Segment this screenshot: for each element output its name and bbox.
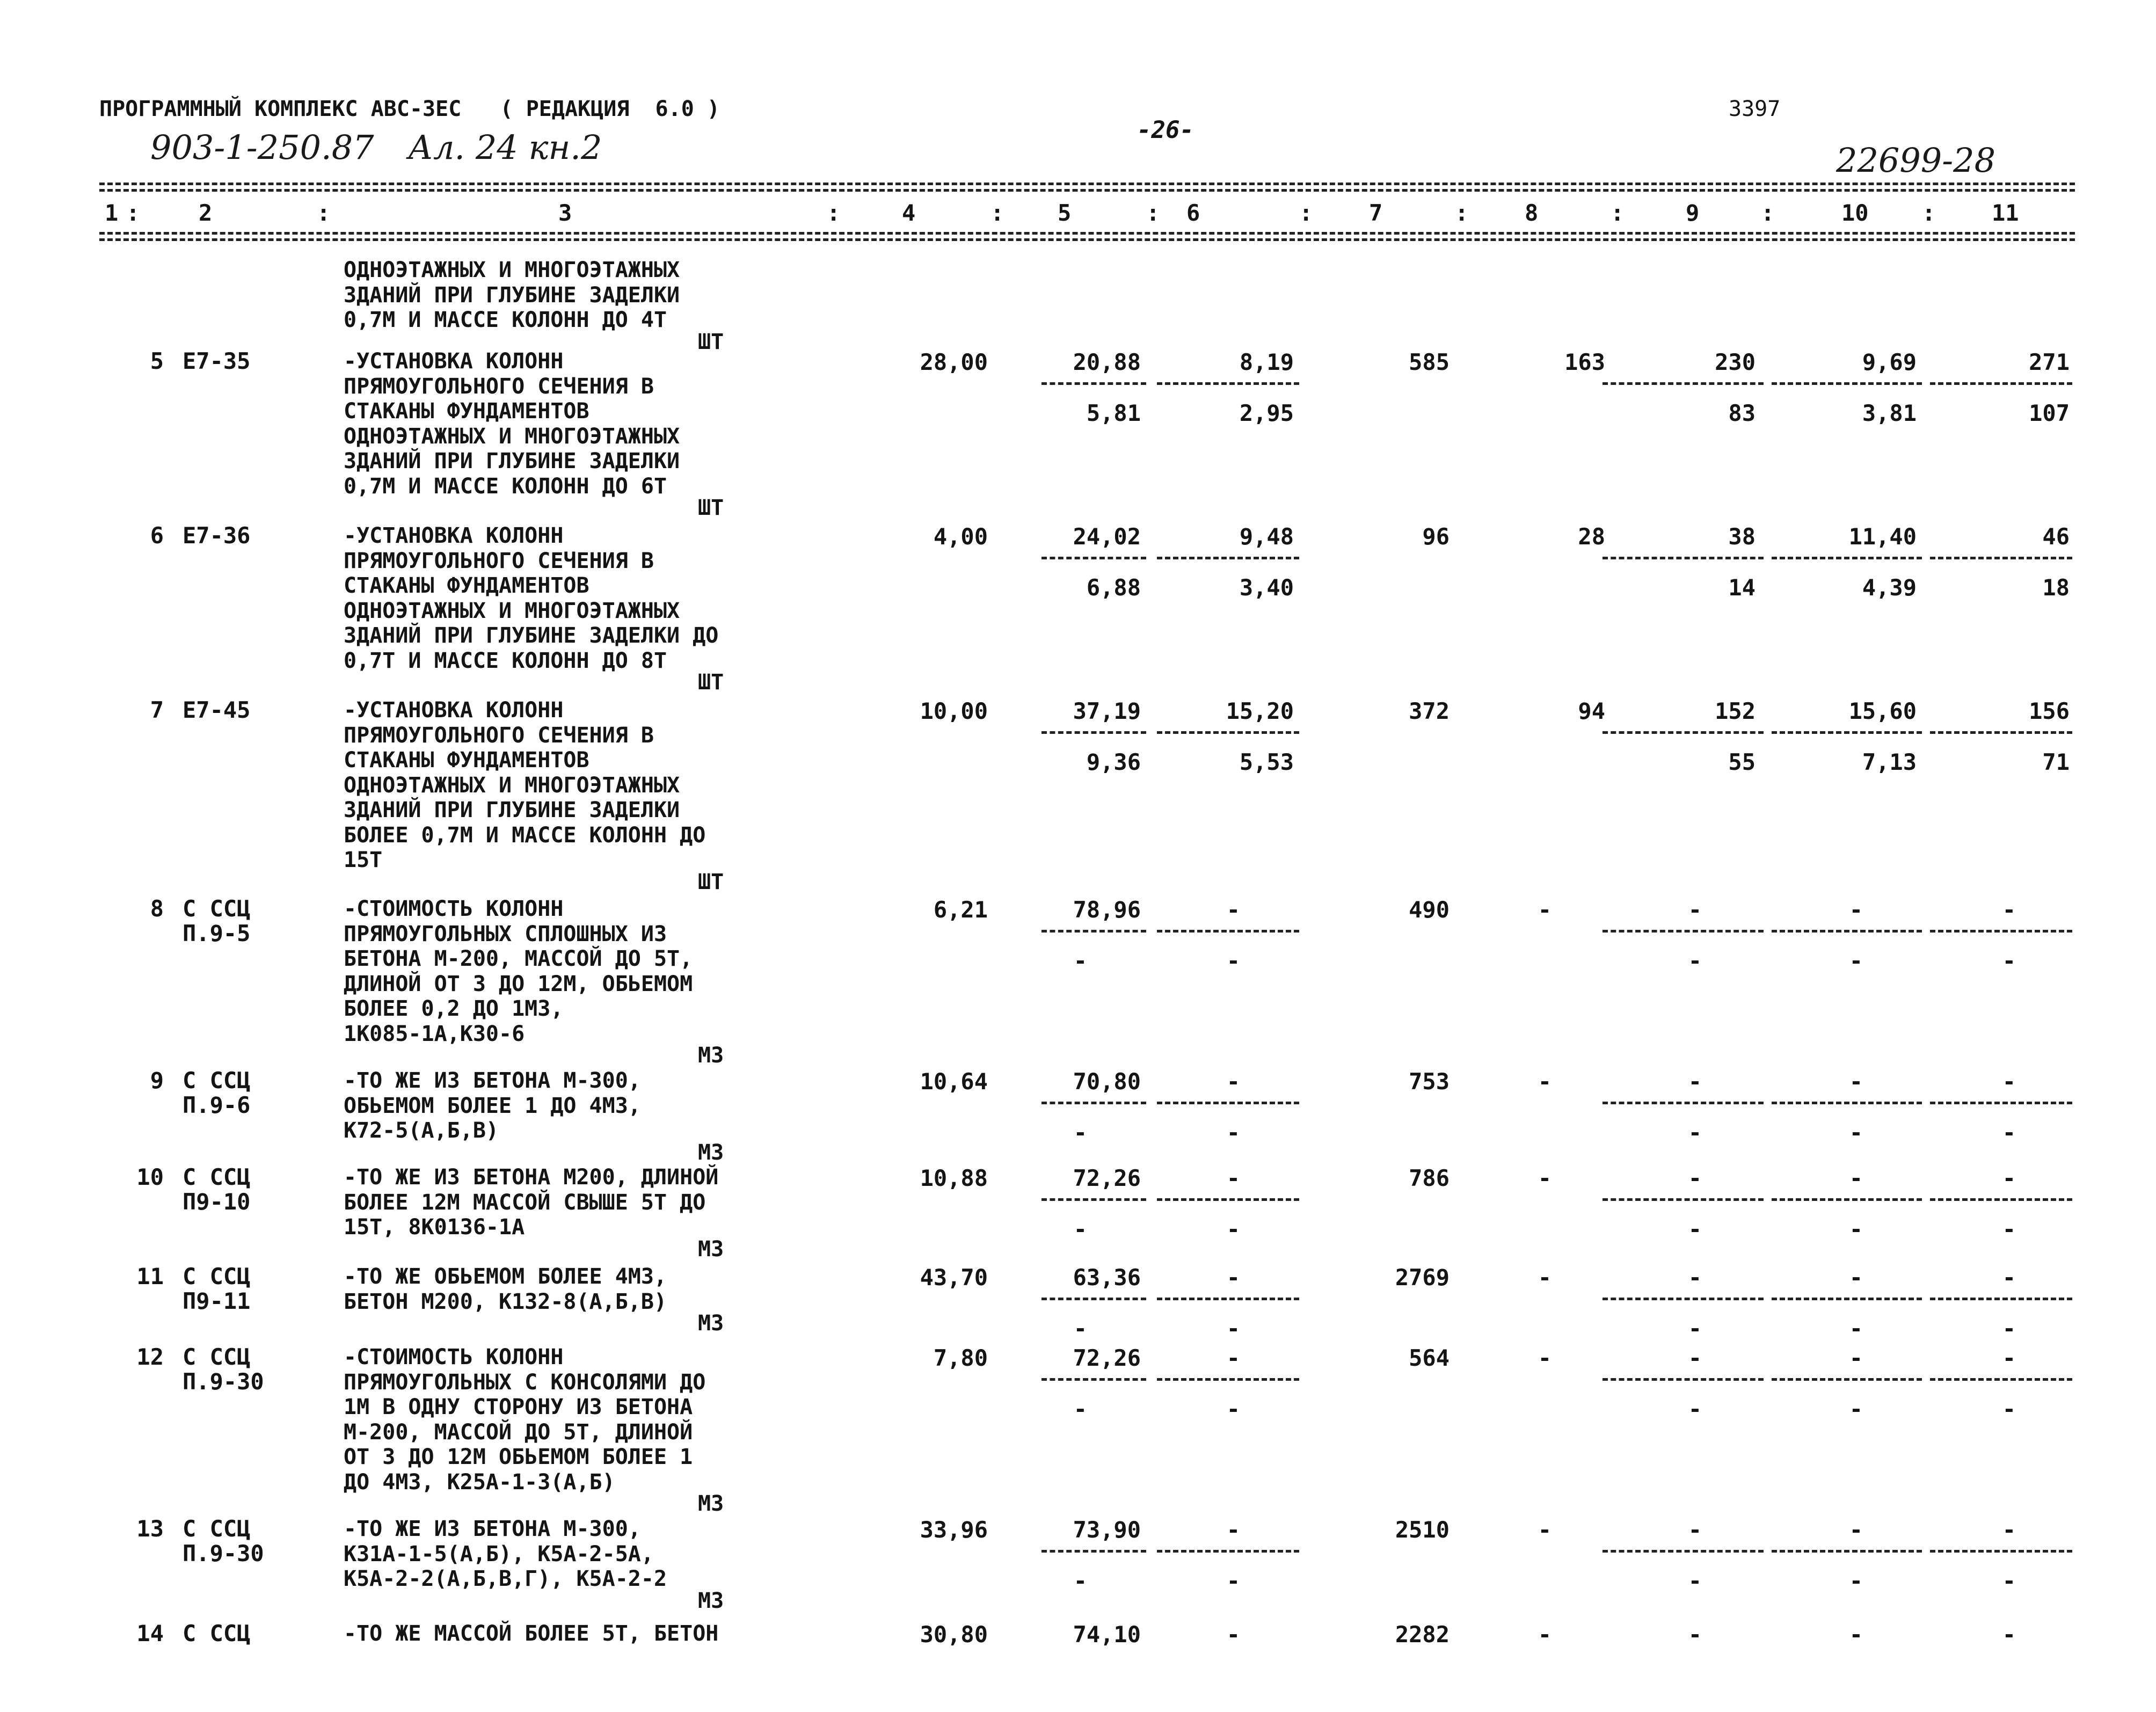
row-description-line: ПРЯМОУГОЛЬНОГО СЕЧЕНИЯ В [344,723,654,748]
cell-divider [1157,1378,1299,1381]
cell-divider [1041,1550,1146,1553]
row-description-line: К31А-1-5(А,Б), К5А-2-5А, [344,1541,654,1567]
cell-divider [1772,1102,1922,1104]
row-description-line: -УСТАНОВКА КОЛОНН [344,698,564,723]
row-number: 10 [136,1164,164,1190]
row-description-line: -СТОИМОСТЬ КОЛОНН [344,897,564,921]
row-description-line: 15Т [344,848,383,872]
row-code: С ССЦ [183,1620,251,1647]
row-description-line: ДО 4М3, К25А-1-3(А,Б) [344,1469,615,1495]
cell-col11: - [2002,1068,2016,1095]
cell-col9-lower: - [1688,1568,1702,1594]
row-description-line: ОДНОЭТАЖНЫХ И МНОГОЭТАЖНЫХ [344,258,680,282]
row-description-line: ДЛИНОЙ ОТ 3 ДО 12М, ОБЬЕМОМ [344,971,693,996]
cell-col5-lower: - [1073,1568,1087,1594]
page-label: -26- [1137,116,1194,144]
cell-divider [1603,731,1764,734]
row-number: 11 [136,1263,164,1290]
row-unit: М3 [698,1588,724,1613]
cell-col8: 163 [1564,349,1605,375]
doc-number: 903-1-250.87 [150,128,374,167]
row-description-line: -ТО ЖЕ МАССОЙ БОЛЕЕ 5Т, БЕТОН [344,1621,719,1646]
row-description-line: -ТО ЖЕ ОБЬЕМОМ БОЛЕЕ 4М3, [344,1264,667,1289]
cell-divider [1772,1298,1922,1300]
cell-col6: - [1226,1165,1240,1191]
cell-col10-lower: - [1849,948,1863,974]
cell-col9: - [1688,1517,1702,1543]
row-code: С ССЦ [183,1067,251,1094]
row-description-line: ПРЯМОУГОЛЬНЫХ СПЛОШНЫХ ИЗ [344,921,667,946]
column-separator: : [1299,200,1313,226]
row-description-line: ОТ 3 ДО 12М ОБЬЕМОМ БОЛЕЕ 1 [344,1445,693,1469]
cell-col8: 28 [1578,523,1605,550]
row-unit: М3 [698,1140,724,1165]
cell-col7: 96 [1422,523,1450,550]
cell-col6: - [1226,897,1240,923]
row-description-line: 1К085-1А,К30-6 [344,1021,525,1046]
cell-col5: 63,36 [1073,1264,1141,1291]
cell-col10: - [1849,1621,1863,1648]
cell-col4: 28,00 [920,349,988,375]
row-number: 5 [150,348,164,374]
row-number: 6 [150,522,164,549]
cell-col9: - [1688,897,1702,923]
column-header-1: 1 [105,200,119,226]
cell-col4: 10,88 [920,1165,988,1191]
row-code: С ССЦ [183,1164,251,1190]
column-separator: : [126,200,140,226]
cell-divider [1041,382,1146,385]
row-description-line: 0,7М И МАССЕ КОЛОНН ДО 6Т [344,473,667,499]
row-description-line: 0,7М И МАССЕ КОЛОНН ДО 4Т [344,308,667,332]
cell-col4: 10,00 [920,698,988,724]
cell-col11: 46 [2042,523,2070,550]
cell-divider [1041,1102,1146,1104]
row-description-line: -ТО ЖЕ ИЗ БЕТОНА М-300, [344,1517,641,1541]
row-code-ref: П.9-30 [183,1368,264,1395]
cell-col11-lower: 71 [2042,749,2070,775]
cell-col4: 7,80 [933,1345,988,1371]
cell-col11-lower: - [2002,1396,2016,1422]
cell-col5-lower: - [1073,1315,1087,1342]
cell-col6: - [1226,1264,1240,1291]
row-description-line: ЗДАНИЙ ПРИ ГЛУБИНЕ ЗАДЕЛКИ [344,282,680,308]
row-unit: ШТ [698,869,724,894]
row-description-line: К72-5(А,Б,В) [344,1118,499,1143]
cell-divider [1157,1102,1299,1104]
cell-col10-lower: - [1849,1119,1863,1146]
row-unit: М3 [698,1311,724,1336]
album-reference: Ал. 24 кн.2 [408,128,602,167]
row-description-line: 1М В ОДНУ СТОРОНУ ИЗ БЕТОНА [344,1395,693,1419]
cell-col6: 9,48 [1239,523,1294,550]
cell-divider [1157,930,1299,933]
cell-col11: - [2002,1345,2016,1371]
cell-col10: - [1849,1264,1863,1291]
row-description-line: БОЛЕЕ 0,7М И МАССЕ КОЛОНН ДО [344,822,706,848]
row-description-line: ЗДАНИЙ ПРИ ГЛУБИНЕ ЗАДЕЛКИ [344,449,680,473]
row-description-line: БЕТОНА М-200, МАССОЙ ДО 5Т, [344,946,693,971]
cell-col5-lower: - [1073,1119,1087,1146]
cell-col5: 70,80 [1073,1068,1141,1095]
cell-col8: - [1538,1621,1552,1648]
cell-divider [1041,557,1146,559]
cell-col10: - [1849,1517,1863,1543]
cell-col4: 4,00 [933,523,988,550]
row-number: 9 [150,1067,164,1094]
program-title: ПРОГРАММНЫЙ КОМПЛЕКС АВС-ЗЕС ( РЕДАКЦИЯ 6.0 ) [99,97,720,121]
column-separator: : [317,200,331,226]
column-separator: : [990,200,1004,226]
cell-col9-lower: 14 [1728,574,1756,601]
row-description-line: К5А-2-2(А,Б,В,Г), К5А-2-2 [344,1567,667,1591]
cell-col5-lower: 6,88 [1086,574,1141,601]
header-top-rule [99,183,2075,185]
row-description-line: -УСТАНОВКА КОЛОНН [344,523,564,548]
cell-col6: 8,19 [1239,349,1294,375]
cell-divider [1772,1550,1922,1553]
cell-divider [1603,1550,1764,1553]
cell-divider [1930,1298,2072,1300]
column-separator: : [1146,200,1160,226]
cell-col10-lower: - [1849,1216,1863,1242]
cell-col5: 24,02 [1073,523,1141,550]
cell-col10: - [1849,1345,1863,1371]
cell-col5-lower: - [1073,1216,1087,1242]
row-code: С ССЦ [183,1344,251,1370]
cell-col7: 372 [1409,698,1450,724]
row-code: С ССЦ [183,895,251,922]
row-unit: ШТ [698,496,724,520]
cell-col9: - [1688,1068,1702,1095]
cell-col8: - [1538,1165,1552,1191]
cell-col9: 38 [1728,523,1756,550]
column-separator: : [1922,200,1936,226]
cell-col6-lower: - [1226,1568,1240,1594]
row-unit: М3 [698,1043,724,1068]
header-bottom-rule [99,232,2075,235]
cell-col7: 753 [1409,1068,1450,1095]
row-description-line: -ТО ЖЕ ИЗ БЕТОНА М-300, [344,1068,641,1093]
cell-col9-lower: - [1688,1216,1702,1242]
row-unit: М3 [698,1491,724,1516]
column-header-4: 4 [902,200,916,226]
cell-col6: - [1226,1517,1240,1543]
cell-divider [1772,930,1922,933]
row-number: 14 [136,1620,164,1647]
cell-col7: 490 [1409,897,1450,923]
cell-col6-lower: - [1226,948,1240,974]
cell-divider [1772,382,1922,385]
cell-col10-lower: - [1849,1315,1863,1342]
cell-divider [1041,1378,1146,1381]
cell-col11: - [2002,1165,2016,1191]
cell-col5: 78,96 [1073,897,1141,923]
cell-divider [1772,731,1922,734]
cell-col9: - [1688,1345,1702,1371]
project-code: 22699-28 [1836,141,1996,180]
cell-col11-lower: - [2002,1216,2016,1242]
cell-divider [1157,382,1299,385]
row-description-line: ОБЬЕМОМ БОЛЕЕ 1 ДО 4М3, [344,1093,641,1118]
cell-divider [1603,1102,1764,1104]
column-header-2: 2 [199,200,213,226]
cell-col8: - [1538,1068,1552,1095]
cell-col5: 20,88 [1073,349,1141,375]
cell-col4: 10,64 [920,1068,988,1095]
cell-col7: 786 [1409,1165,1450,1191]
row-description-line: СТАКАНЫ ФУНДАМЕНТОВ [344,748,589,773]
cell-col6: 15,20 [1226,698,1294,724]
cell-col11: - [2002,1517,2016,1543]
row-description-line: ЗДАНИЙ ПРИ ГЛУБИНЕ ЗАДЕЛКИ [344,798,680,822]
row-description-line: 0,7Т И МАССЕ КОЛОНН ДО 8Т [344,648,667,673]
cell-col4: 30,80 [920,1621,988,1648]
column-header-5: 5 [1058,200,1072,226]
cell-divider [1930,557,2072,559]
column-header-3: 3 [558,200,572,226]
sheet-number: 3397 [1729,97,1781,121]
cell-col10: - [1849,1165,1863,1191]
header-top-rule-2 [99,189,2075,192]
cell-col10: 11,40 [1848,523,1917,550]
cell-divider [1603,1378,1764,1381]
row-code: Е7-35 [183,348,251,374]
cell-col6-lower: - [1226,1396,1240,1422]
column-separator: : [1455,200,1469,226]
cell-col5: 73,90 [1073,1517,1141,1543]
row-code: С ССЦ [183,1516,251,1542]
cell-divider [1157,1198,1299,1201]
cell-divider [1041,731,1146,734]
cell-col10: 9,69 [1862,349,1917,375]
cell-col4: 33,96 [920,1517,988,1543]
cell-col9-lower: - [1688,948,1702,974]
column-header-11: 11 [1992,200,2019,226]
cell-col9: 230 [1715,349,1756,375]
cell-col7: 2510 [1395,1517,1450,1543]
cell-col10: - [1849,897,1863,923]
cell-col6-lower: 3,40 [1239,574,1294,601]
row-code: Е7-36 [183,522,251,549]
cell-col11-lower: - [2002,1315,2016,1342]
row-description-line: -ТО ЖЕ ИЗ БЕТОНА М200, ДЛИНОЙ [344,1165,719,1190]
cell-col11: 271 [2029,349,2070,375]
cell-col5-lower: 5,81 [1086,400,1141,426]
cell-col7: 564 [1409,1345,1450,1371]
row-number: 7 [150,697,164,723]
column-separator: : [827,200,841,226]
cell-col8: - [1538,1264,1552,1291]
cell-col11: - [2002,1264,2016,1291]
row-description-line: БОЛЕЕ 0,2 ДО 1М3, [344,996,564,1021]
cell-col9: 152 [1715,698,1756,724]
row-unit: ШТ [698,670,724,695]
cell-divider [1930,1378,2072,1381]
cell-col9-lower: - [1688,1315,1702,1342]
cell-col8: - [1538,1517,1552,1543]
cell-divider [1041,930,1146,933]
column-header-9: 9 [1686,200,1700,226]
cell-divider [1041,1298,1146,1300]
cell-col11-lower: - [2002,1568,2016,1594]
column-separator: : [1611,200,1625,226]
cell-divider [1041,1198,1146,1201]
row-description-line: -СТОИМОСТЬ КОЛОНН [344,1345,564,1369]
cell-col10-lower: 7,13 [1862,749,1917,775]
row-description-line: ОДНОЭТАЖНЫХ И МНОГОЭТАЖНЫХ [344,424,680,449]
row-code-ref: П9-10 [183,1189,251,1215]
cell-col7: 585 [1409,349,1450,375]
cell-col11: 156 [2029,698,2070,724]
row-description-line: М-200, МАССОЙ ДО 5Т, ДЛИНОЙ [344,1419,693,1445]
cell-col4: 43,70 [920,1264,988,1291]
cell-col6-lower: - [1226,1216,1240,1242]
row-description-line: БОЛЕЕ 12М МАССОЙ СВЫШЕ 5Т ДО [344,1190,706,1215]
cell-col10: - [1849,1068,1863,1095]
row-number: 13 [136,1516,164,1542]
row-description-line: ПРЯМОУГОЛЬНЫХ С КОНСОЛЯМИ ДО [344,1369,706,1395]
cell-divider [1772,1198,1922,1201]
cell-col11-lower: 107 [2029,400,2070,426]
cell-divider [1930,382,2072,385]
cell-col10-lower: - [1849,1396,1863,1422]
cell-col9-lower: - [1688,1119,1702,1146]
cell-col9-lower: 83 [1728,400,1756,426]
cell-col11-lower: 18 [2042,574,2070,601]
cell-col8: - [1538,1345,1552,1371]
row-description-line: БЕТОН М200, К132-8(А,Б,В) [344,1289,667,1314]
cell-divider [1603,930,1764,933]
cell-col11-lower: - [2002,948,2016,974]
cell-col6: - [1226,1621,1240,1648]
cell-divider [1930,930,2072,933]
cell-col11: - [2002,1621,2016,1648]
column-header-10: 10 [1841,200,1869,226]
cell-col11: - [2002,897,2016,923]
cell-divider [1930,1550,2072,1553]
cell-col10-lower: - [1849,1568,1863,1594]
cell-col7: 2769 [1395,1264,1450,1291]
row-code: Е7-45 [183,697,251,723]
cell-col5: 72,26 [1073,1345,1141,1371]
row-description-line: ЗДАНИЙ ПРИ ГЛУБИНЕ ЗАДЕЛКИ ДО [344,623,719,648]
row-description-line: 15Т, 8К0136-1А [344,1215,525,1240]
cell-col6: - [1226,1068,1240,1095]
cell-divider [1603,557,1764,559]
cell-col7: 2282 [1395,1621,1450,1648]
cell-col5: 37,19 [1073,698,1141,724]
cell-col6-lower: - [1226,1315,1240,1342]
cell-divider [1772,1378,1922,1381]
cell-divider [1157,731,1299,734]
row-number: 12 [136,1344,164,1370]
row-description-line: ПРЯМОУГОЛЬНОГО СЕЧЕНИЯ В [344,548,654,573]
cell-divider [1930,1102,2072,1104]
cell-divider [1157,1298,1299,1300]
row-description-line: ОДНОЭТАЖНЫХ И МНОГОЭТАЖНЫХ [344,598,680,623]
column-separator: : [1761,200,1775,226]
cell-col9: - [1688,1621,1702,1648]
cell-divider [1930,1198,2072,1201]
cell-col10-lower: 3,81 [1862,400,1917,426]
cell-col5: 72,26 [1073,1165,1141,1191]
cell-divider [1603,1298,1764,1300]
cell-col9-lower: 55 [1728,749,1756,775]
row-description-line: ПРЯМОУГОЛЬНОГО СЕЧЕНИЯ В [344,374,654,399]
cell-col9-lower: - [1688,1396,1702,1422]
cell-col5: 74,10 [1073,1621,1141,1648]
row-code-ref: П.9-6 [183,1092,251,1118]
row-description-line: ОДНОЭТАЖНЫХ И МНОГОЭТАЖНЫХ [344,773,680,798]
row-description-line: СТАКАНЫ ФУНДАМЕНТОВ [344,399,589,424]
cell-col8: 94 [1578,698,1605,724]
row-code-ref: П.9-5 [183,920,251,946]
row-number: 8 [150,895,164,922]
cell-col10-lower: 4,39 [1862,574,1917,601]
cell-col6-lower: - [1226,1119,1240,1146]
cell-col5-lower: - [1073,948,1087,974]
row-code-ref: П9-11 [183,1288,251,1314]
cell-col5-lower: - [1073,1396,1087,1422]
row-unit: М3 [698,1236,724,1262]
cell-col8: - [1538,897,1552,923]
cell-col11-lower: - [2002,1119,2016,1146]
row-description-line: -УСТАНОВКА КОЛОНН [344,349,564,374]
column-header-8: 8 [1525,200,1539,226]
cell-col10: 15,60 [1848,698,1917,724]
cell-divider [1157,1550,1299,1553]
row-code: С ССЦ [183,1263,251,1290]
cell-col9: - [1688,1165,1702,1191]
cell-divider [1930,731,2072,734]
column-header-7: 7 [1369,200,1383,226]
cell-col6-lower: 2,95 [1239,400,1294,426]
row-unit: ШТ [698,329,724,354]
cell-divider [1603,382,1764,385]
cell-col9: - [1688,1264,1702,1291]
cell-divider [1603,1198,1764,1201]
row-code-ref: П.9-30 [183,1540,264,1567]
cell-col5-lower: 9,36 [1086,749,1141,775]
row-description-line: СТАКАНЫ ФУНДАМЕНТОВ [344,573,589,598]
column-header-6: 6 [1186,200,1200,226]
cell-col6-lower: 5,53 [1239,749,1294,775]
cell-divider [1772,557,1922,559]
header-bottom-rule-2 [99,238,2075,241]
cell-col4: 6,21 [933,897,988,923]
cell-col6: - [1226,1345,1240,1371]
cell-divider [1157,557,1299,559]
